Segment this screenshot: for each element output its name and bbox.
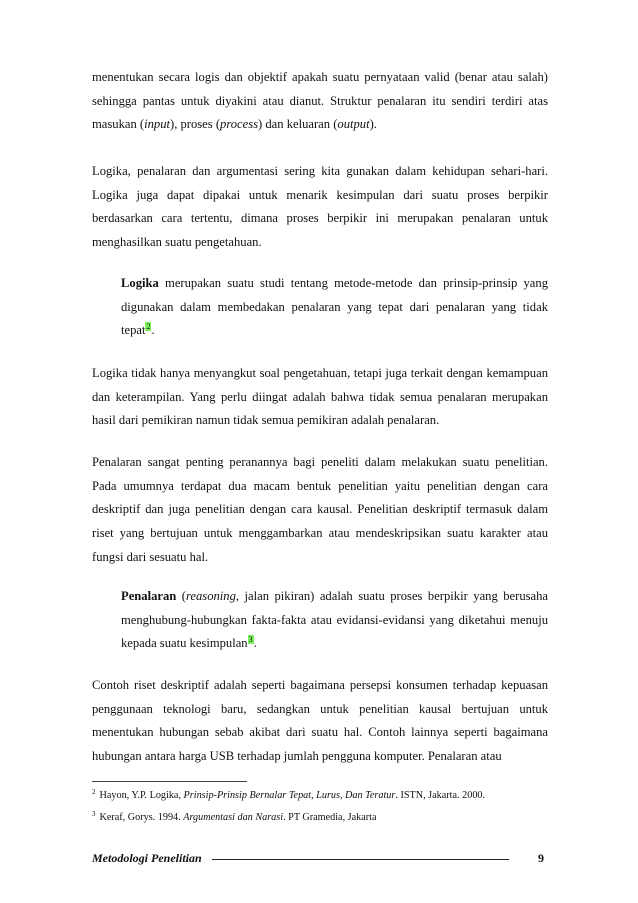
footer-divider [212, 859, 509, 860]
footnote-3 [92, 811, 562, 824]
footnote-ref-3[interactable]: 3 [248, 635, 253, 645]
paragraph-1-line-3b: ), proses ( [170, 117, 221, 132]
footer-title: Metodologi Penelitian [92, 851, 202, 865]
footnote-3-pre: Keraf, Gorys. 1994. [99, 812, 184, 823]
definition-penalaran [121, 585, 548, 656]
paragraph-3: Logika tidak hanya menyangkut soal pengetahuan, tetapi juga terkait dengan kemampuan dan keterampilan. Yang perlu diingat adalah bahwa tidak semua penalaran merupakan hasil dari pemikiran namun tidak semua pemikiran adalah penalaran. [92, 366, 548, 428]
definition-logika-text: merupakan suatu studi tentang metode-metode dan prinsip-prinsip yang digunakan dalam membedakan penalaran yang tepat dari penalaran yang tidak tepat [121, 276, 548, 338]
footnote-3-number: 3 [92, 809, 96, 818]
term-process: process [220, 117, 259, 132]
paragraph-4: Penalaran sangat penting peranannya bagi peneliti dalam melakukan suatu penelitian. Pada umumnya terdapat dua macam bentuk penelitian yaitu penelitian dengan cara deskriptif dan juga penelitian dengan cara kausal. Penelitian deskriptif termasuk dalam riset yang bertujuan untuk menggambarkan atau mendeskripsikan suatu karakter atau fungsi dari sesuatu hal. [92, 455, 548, 564]
term-output: output [337, 117, 370, 132]
paragraph-1 [92, 66, 548, 137]
paragraph-1-line-3a: masukan ( [92, 117, 145, 132]
footnote-2-title: Prinsip-Prinsip Bernalar Tepat, Lurus, Dan Teratur [183, 790, 396, 801]
paragraph-1-line-2: sehingga pantas untuk diyakini atau dianut. Struktur penalaran itu sendiri terdiri atas [92, 93, 548, 108]
footnote-3-post: . PT Gramedia, Jakarta [283, 812, 377, 823]
definition-logika-term: Logika [121, 276, 159, 290]
paragraph-1-line-3d: ). [369, 117, 377, 132]
footnote-2-pre: Hayon, Y.P. Logika, [99, 790, 184, 801]
footnote-2-number: 2 [92, 787, 96, 796]
term-input: input [144, 117, 170, 132]
definition-logika-end: . [151, 323, 155, 338]
paragraph-1-line-3c: ) dan keluaran ( [258, 117, 338, 132]
paragraph-5: Contoh riset deskriptif adalah seperti bagaimana persepsi konsumen terhadap kepuasan penggunaan teknologi baru, sedangkan untuk penelitian kausal bertujuan untuk menentukan hubungan sebab akibat dari suatu hal. Contoh lainnya seperti bagaimana hubungan antara harga USB terhadap jumlah pengguna komputer. Penalaran atau [92, 678, 548, 764]
definition-penalaran-text: , jalan pikiran) adalah suatu proses berpikir yang berusaha menghubung-hubungkan fakta-fakta atau evidansi-evidansi yang diketahui menuju kepada suatu kesimpulan [121, 589, 549, 651]
footnote-2-post: . ISTN, Jakarta. 2000. [395, 790, 486, 801]
definition-penalaran-open: ( [176, 589, 186, 603]
paragraph-2: Logika, penalaran dan argumentasi sering kita gunakan dalam kehidupan sehari-hari. Logika juga dapat dipakai untuk menarik kesimpulan dari suatu proses berpikir berdasarkan cara tertentu, dimana proses berpikir ini merupakan penalaran untuk menghasilkan suatu pengetahuan. [92, 164, 548, 250]
definition-penalaran-end: . [253, 636, 257, 651]
footnote-2 [92, 789, 562, 802]
footnote-divider [92, 781, 247, 782]
footnote-ref-2[interactable]: 2 [146, 322, 151, 332]
footnote-3-title: Argumentasi dan Narasi [183, 812, 284, 823]
page-number: 9 [538, 851, 544, 865]
term-reasoning: reasoning [185, 589, 236, 603]
definition-penalaran-term: Penalaran [121, 589, 177, 603]
paragraph-1-line-1: menentukan secara logis dan objektif apakah suatu pernyataan valid (benar atau salah) [92, 70, 548, 84]
definition-logika [121, 272, 548, 343]
